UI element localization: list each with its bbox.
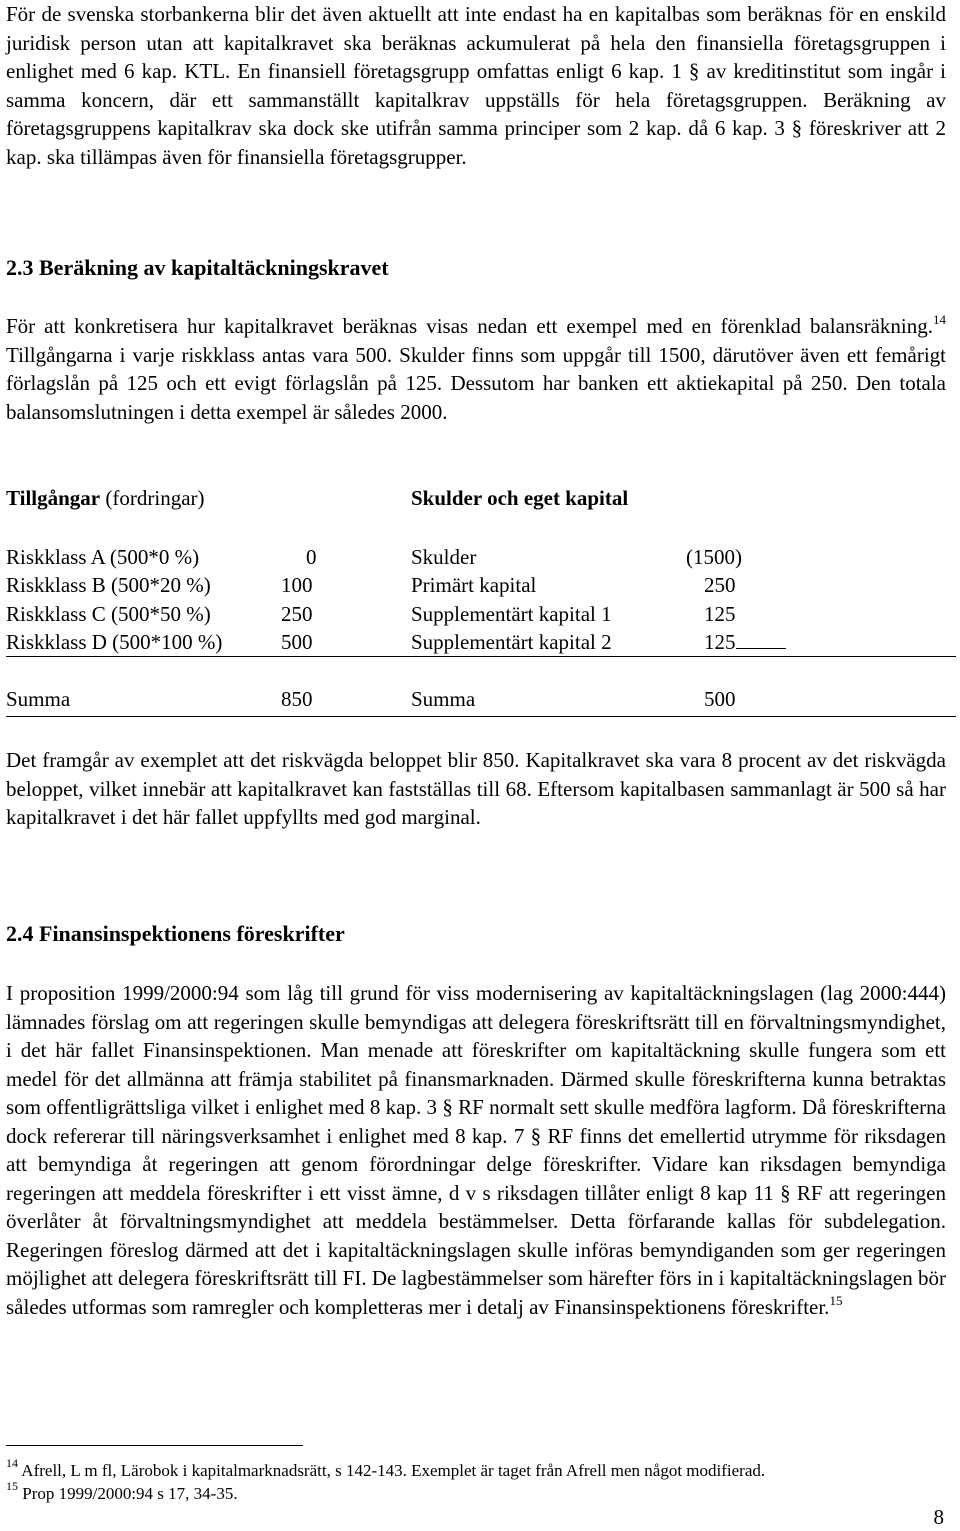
footnote-number: 14 [6,1456,18,1470]
liability-label: Supplementärt kapital 1 [411,602,612,626]
section-heading-2-4: 2.4 Finansinspektionens föreskrifter [6,921,345,946]
asset-label: Riskklass D (500*100 %) [6,630,223,654]
liabilities-header-label: Skulder och eget kapital [411,486,629,510]
section-2-3-text-a: För att konkretisera hur kapitalkravet beräknas visas nedan ett exempel med en förenklad balansräkning. [6,314,933,338]
asset-label: Riskklass B (500*20 %) [6,573,211,597]
section-2-3-paragraph [6,312,946,426]
sum-value-assets: 850 [281,687,313,711]
sum-value-liabilities: 500 [704,687,736,711]
section-2-4-paragraph [6,979,946,1321]
liabilities-header [411,486,628,511]
asset-label: Riskklass A (500*0 %) [6,545,200,569]
liability-value: 250 [704,573,736,597]
intro-paragraph: För de svenska storbankerna blir det även aktuellt att inte endast ha en kapitalbas som beräknas för en enskild juridisk person utan att kapitalkravet ska beräknas ackumulerat på hela den finansiella företagsgruppen i enlighet med 6 kap. KTL. En finansiell företagsgrupp omfattas enligt 6 kap. 1 § av kreditinstitut som ingår i samma koncern, där ett sammanställt kapitalkrav uppställs för hela företagsgruppen. Beräkning av företagsgruppens kapitalkrav ska dock ske utifrån samma principer som 2 kap. då 6 kap. 3 § föreskriver att 2 kap. ska tillämpas även för finansiella företagsgrupper. [6,2,946,169]
liability-label: Supplementärt kapital 2 [411,630,612,654]
footnote-15 [6,1479,238,1504]
liability-label: Primärt kapital [411,573,537,597]
footnote-text: Prop 1999/2000:94 s 17, 34-35. [18,1484,238,1503]
footnote-ref-14[interactable]: 14 [933,312,946,327]
asset-label: Riskklass C (500*50 %) [6,602,211,626]
assets-header-rest: (fordringar) [100,486,205,510]
section-2-4-text: I proposition 1999/2000:94 som låg till grund för viss modernisering av kapitaltäckningslagen (lag 2000:444) lämnades förslag om att regeringen skulle bemyndigas att delegera föreskriftsrätt till en förvaltningsmyndighet, i det här fallet Finansinspektionen. Man menade att föreskrifter om kapitaltäckning skulle fungera som ett medel för det allmänna att främja stabilitet på finansmarknaden. Därmed skulle föreskrifterna kunna betraktas som offentligrättsliga vilket i enlighet med 8 kap. 3 § RF normalt sett skulle medföra lagform. Då föreskrifterna dock refererar till näringsverksamhet i enlighet med 8 kap. 7 § RF finns det emellertid utrymme för riksdagen att bemyndiga åt regeringen att genom förordningar delge föreskrifter. Vidare kan riksdagen bemyndiga regeringen att meddela föreskrifter i ett visst ämne, d v s riksdagen tillåter enligt 8 kap 11 § RF att regeringen överlåter åt förvaltningsmyndighet att meddela bestämmelser. Detta förfarande kallas för subdelegation. Regeringen föreslog därmed att det i kapitaltäckningslagen skulle införas bemyndiganden som ger regeringen möjlighet att delegera föreskriftsrätt till FI. De lagbestämmelser som härefter förs in i kapitaltäckningslagen bör således utformas som ramregler och kompletteras mer i detalj av Finansinspektionens föreskrifter. [6,981,946,1319]
footnote-separator [6,1445,303,1446]
footnote-14 [6,1456,766,1481]
table-bottom-divider [6,716,956,717]
asset-value: 500 [281,630,313,654]
assets-header-bold: Tillgångar [6,486,101,510]
table-sum-divider [6,656,956,657]
section-heading-2-3: 2.3 Beräkning av kapitaltäckningskravet [6,255,389,280]
conclusion-paragraph: Det framgår av exemplet att det riskvägda beloppet blir 850. Kapitalkravet ska vara 8 procent av det riskvägda beloppet, vilket innebär att kapitalkravet kan fastställas till 68. Eftersom kapitalbasen sammanlagt är 500 så har kapitalkravet i det här fallet uppfyllts med god marginal. [6,748,946,829]
assets-header [6,486,205,511]
asset-value: 250 [281,602,313,626]
sum-label-assets: Summa [6,687,71,711]
asset-value: 100 [281,573,313,597]
liability-value: (1500) [686,545,742,569]
asset-value: 0 [306,545,317,569]
liability-value-text: 125 [704,630,736,654]
liability-value [704,630,786,655]
footnote-text: Afrell, L m fl, Lärobok i kapitalmarknadsrätt, s 142-143. Exemplet är taget från Afrell men något modifierad. [18,1461,766,1480]
page-number: 8 [933,1505,944,1529]
liability-value: 125 [704,602,736,626]
footnote-ref-15[interactable]: 15 [829,1292,843,1308]
section-2-3-text-b: Tillgångarna i varje riskklass antas vara 500. Skulder finns som uppgår till 1500, därutöver även ett femårigt förlagslån på 125 och ett evigt förlagslån på 125. Dessutom har banken ett aktiekapital på 250. Den totala balansomslutningen i detta exempel är således 2000. [6,342,946,424]
footnote-number: 15 [6,1479,18,1493]
liability-label: Skulder [411,545,477,569]
underline-filler [736,630,786,649]
sum-label-liabilities: Summa [411,687,476,711]
